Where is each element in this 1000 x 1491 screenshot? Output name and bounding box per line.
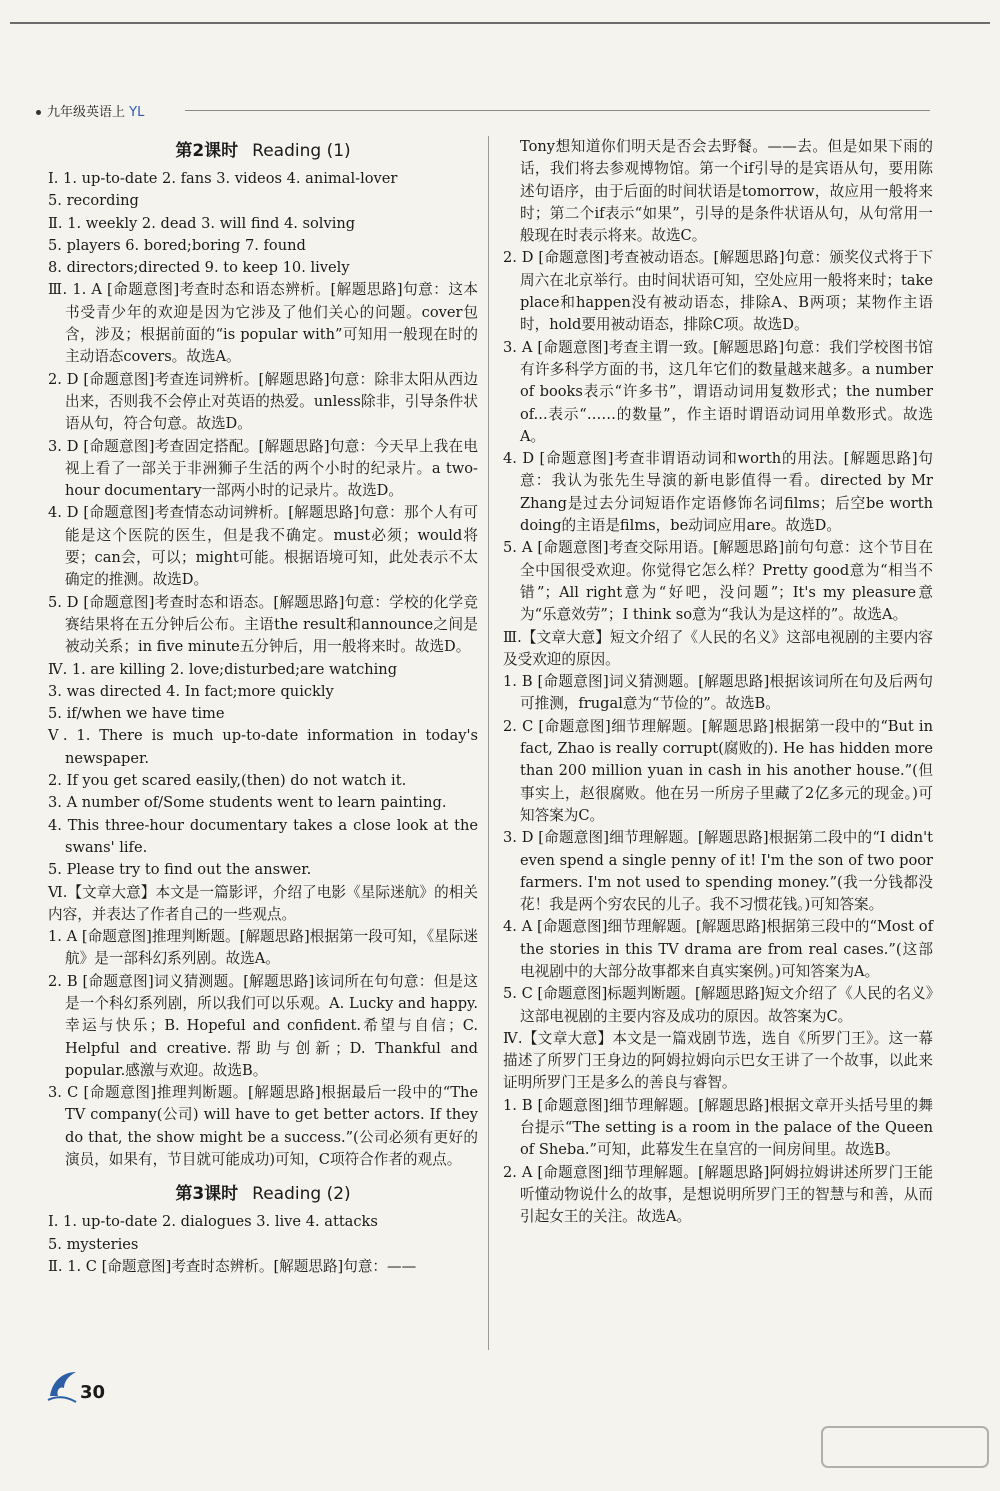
header-rule — [185, 110, 930, 111]
answer-line: 2. B [命题意图]词义猜测题。[解题思路]该词所在句句意：但是这是一个科幻系列剧，所以我们可以乐观。A. Lucky and happy.幸运与快乐；B. Hopeful and confident.希望与自信；C. Helpful and creative.帮助与创新；D. Thankful and popular.感激与欢迎。故选B。 — [48, 972, 478, 1079]
dolphin-logo-icon — [46, 1366, 80, 1406]
bullet-icon — [36, 110, 41, 115]
answer-line: 5. C [命题意图]标题判断题。[解题思路]短文介绍了《人民的名义》这部电视剧的主要内容及成功的原因。故答案为C。 — [503, 985, 933, 1025]
answer-line: 2. A [命题意图]细节理解题。[解题思路]阿姆拉姆讲述所罗门王能听懂动物说什么的故事，是想说明所罗门王的智慧与和善，从而引起女王的关注。故选A。 — [503, 1163, 933, 1226]
answer-line: Ⅲ.【文章大意】短文介绍了《人民的名义》这部电视剧的主要内容及受欢迎的原因。 — [503, 628, 933, 668]
answer-line: 8. directors;directed 9. to keep 10. lively — [48, 259, 350, 277]
column-divider — [488, 136, 489, 1350]
answer-line: 5. Please try to find out the answer. — [48, 861, 312, 879]
section-title-en: Reading (2) — [252, 1184, 351, 1205]
answer-line: 3. A number of/Some students went to learn painting. — [48, 794, 447, 812]
answer-line: 2. D [命题意图]考查连词辨析。[解题思路]句意：除非太阳从西边出来，否则我不会停止对英语的热爱。unless除非，引导条件状语从句，符合句意。故选D。 — [48, 370, 478, 433]
header-series: YL — [129, 105, 145, 120]
section-title-cn: 第3课时 — [175, 1184, 239, 1205]
answer-line: 5. if/when we have time — [48, 705, 225, 723]
answer-line: 3. C [命题意图]推理判断题。[解题思路]根据最后一段中的“The TV company(公司) will have to get better actors. If they do that, the show might be a success.”(公司必须有更好的演员，如果有，节目就可能成功)可知，C项符合作者的观点。 — [48, 1084, 478, 1169]
answer-line: Ⅲ. 1. A [命题意图]考查时态和语态辨析。[解题思路]句意：这本书受青少年的欢迎是因为它涉及了他们关心的问题。cover包含，涉及；根据前面的“is popular with”可知用一般现在时的主动语态covers。故选A。 — [48, 281, 478, 366]
answer-line: 1. B [命题意图]词义猜测题。[解题思路]根据该词所在句及后两句可推测，frugal意为“节俭的”。故选B。 — [503, 673, 933, 713]
answer-line: Ⅰ. 1. up-to-date 2. dialogues 3. live 4. attacks — [48, 1213, 378, 1231]
section-title-1 — [48, 136, 478, 166]
header-label: 九年级英语上 — [47, 105, 126, 120]
answer-line: 3. D [命题意图]考查固定搭配。[解题思路]句意：今天早上我在电视上看了一部关于非洲狮子生活的两个小时的纪录片。a two-hour documentary一部两小时的记录片。故选D。 — [48, 437, 478, 500]
watermark-logo-icon — [820, 1425, 990, 1485]
left-answer-list — [48, 168, 478, 1171]
answer-line: 5. D [命题意图]考查时态和语态。[解题思路]句意：学校的化学竞赛结果将在五分钟后公布。主语the result和announce之间是被动关系；in five minute五分钟后，用一般将来时。故选D。 — [48, 593, 478, 656]
answer-line: Tony想知道你们明天是否会去野餐。——去。但是如果下雨的话，我们将去参观博物馆。第一个if引导的是宾语从句，要用陈述句语序，由于后面的时间状语是tomorrow，故应用一般将来时；第二个if表示“如果”，引导的是条件状语从句，从句常用一般现在时表示将来。故选C。 — [520, 138, 933, 245]
answer-line: 3. A [命题意图]考查主谓一致。[解题思路]句意：我们学校图书馆有许多科学方面的书，这几年它们的数量越来越多。a number of books表示“许多书”，谓语动词用复数形式；the number of...表示“……的数量”，作主语时谓语动词用单数形式。故选A。 — [503, 338, 933, 445]
answer-line: Ⅱ. 1. C [命题意图]考查时态辨析。[解题思路]句意：—— — [48, 1257, 417, 1275]
answer-line: Ⅱ. 1. weekly 2. dead 3. will find 4. solving — [48, 214, 356, 232]
answer-line: 5. A [命题意图]考查交际用语。[解题思路]前句句意：这个节目在全中国很受欢迎。你觉得它怎么样？Pretty good意为“相当不错”；All right意为“好吧，没问题”；It's my pleasure意为“乐意效劳”；I think so意为“我认为是这样的”。故选A。 — [503, 539, 933, 624]
answer-line: Ⅰ. 1. up-to-date 2. fans 3. videos 4. animal-lover — [48, 170, 398, 187]
answer-line: 4. This three-hour documentary takes a close look at the swans' life. — [48, 816, 478, 856]
answer-line: 4. A [命题意图]细节理解题。[解题思路]根据第三段中的“Most of the stories in this TV drama are from real cases.”(这部电视剧中的大部分故事都来自真实案例。)可知答案为A。 — [503, 918, 933, 980]
right-answer-list — [503, 136, 933, 1229]
answer-line: 4. D [命题意图]考查非谓语动词和worth的用法。[解题思路]句意：我认为张先生导演的新电影值得一看。directed by Mr Zhang是过去分词短语作定语修饰名词films；后空be worth doing的主语是films，be动词应用are。故选D。 — [503, 450, 933, 535]
answer-line: 4. D [命题意图]考查情态动词辨析。[解题思路]句意：那个人有可能是这个医院的医生，但是我不确定。must必须；would将要；can会，可以；might可能。根据语境可知，此处表示不太确定的推测。故选D。 — [48, 504, 478, 589]
answer-line: 5. players 6. bored;boring 7. found — [48, 236, 306, 254]
answer-line: 2. C [命题意图]细节理解题。[解题思路]根据第一段中的“But in fact, Zhao is really corrupt(腐败的). He has hidden more than 200 million yuan in cash in his another house.”(但事实上，赵很腐败。他在另一所房子里藏了2亿多元的现金。)可知答案为C。 — [503, 717, 933, 824]
answer-line: 3. was directed 4. In fact;more quickly — [48, 682, 334, 700]
section-title-en: Reading (1) — [252, 141, 351, 161]
left-answer-list-2 — [48, 1211, 478, 1278]
answer-line: 2. If you get scared easily,(then) do not watch it. — [48, 772, 407, 790]
answer-line: 2. D [命题意图]考查被动语态。[解题思路]句意：颁奖仪式将于下周六在北京举行。由时间状语可知，空处应用一般将来时；take place和happen没有被动语态，排除A、B两项；某物作主语时，hold要用被动语态，排除C项。故选D。 — [503, 249, 933, 334]
page-number: 30 — [80, 1382, 106, 1403]
answer-line: 1. A [命题意图]推理判断题。[解题思路]根据第一段可知，《星际迷航》是一部科幻系列剧。故选A。 — [48, 928, 478, 968]
answer-line: 3. D [命题意图]细节理解题。[解题思路]根据第二段中的“I didn't even spend a single penny of it! I'm the son of two poor farmers. I'm not used to spending money.”(我一分钱都没花！我是两个穷农民的儿子。我不习惯花钱。)可知答案。 — [503, 829, 933, 914]
answer-line: 1. B [命题意图]细节理解题。[解题思路]根据文章开头括号里的舞台提示“The setting is a room in the palace of the Queen of Sheba.”可知，此幕发生在皇宫的一间房间里。故选B。 — [503, 1096, 933, 1159]
top-border — [10, 22, 990, 24]
answer-line: Ⅳ. 1. are killing 2. love;disturbed;are watching — [48, 660, 398, 678]
answer-line: 5. mysteries — [48, 1235, 139, 1253]
left-column — [48, 136, 478, 1278]
right-column — [503, 136, 933, 1229]
answer-line: Ⅴ. 1. There is much up-to-date information in today's newspaper. — [48, 727, 478, 767]
answer-line: 5. recording — [48, 192, 139, 210]
answer-line: Ⅵ.【文章大意】本文是一篇影评，介绍了电影《星际迷航》的相关内容，并表达了作者自己的一些观点。 — [48, 883, 478, 923]
section-title-cn: 第2课时 — [175, 141, 239, 161]
section-title-2 — [48, 1179, 478, 1209]
answer-line: Ⅳ.【文章大意】本文是一篇戏剧节选，选自《所罗门王》。这一幕描述了所罗门王身边的阿姆拉姆向示巴女王讲了一个故事，以此来证明所罗门王是多么的善良与睿智。 — [503, 1029, 933, 1092]
page-header — [36, 101, 144, 120]
